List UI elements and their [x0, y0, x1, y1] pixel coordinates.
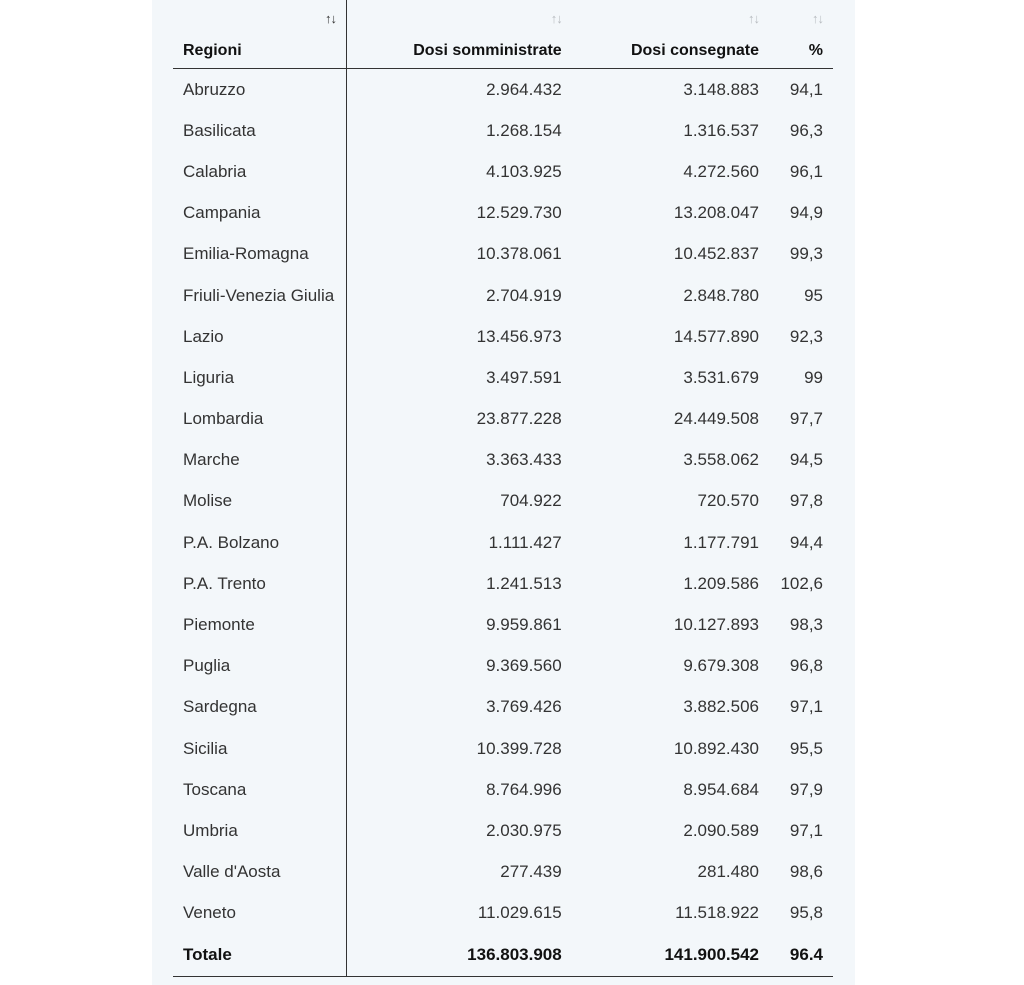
table-row — [173, 687, 833, 728]
table-header-row — [173, 0, 833, 69]
cell-percent: 97,1 — [789, 820, 823, 840]
total-administered: 136.803.908 — [347, 934, 572, 977]
table-row — [173, 275, 833, 316]
table-row — [173, 852, 833, 893]
cell-administered: 3.497.591 — [486, 367, 562, 387]
cell-administered: 2.964.432 — [486, 79, 562, 99]
cell-administered: 2.704.919 — [486, 285, 562, 305]
cell-region: Lombardia — [173, 399, 347, 440]
column-header-label: % — [808, 42, 823, 59]
cell-region: Molise — [173, 481, 347, 522]
cell-region: Puglia — [173, 646, 347, 687]
cell-region: Piemonte — [173, 604, 347, 645]
cell-region: Marche — [173, 440, 347, 481]
cell-delivered: 13.208.047 — [673, 203, 759, 223]
cell-delivered: 3.531.679 — [683, 367, 759, 387]
table-row — [173, 440, 833, 481]
cell-percent: 95 — [804, 285, 823, 305]
cell-delivered: 3.882.506 — [683, 697, 759, 717]
table-row — [173, 69, 833, 111]
table-panel — [152, 0, 855, 985]
cell-region: Umbria — [173, 810, 347, 851]
cell-delivered: 4.272.560 — [683, 161, 759, 181]
column-header-regioni[interactable] — [173, 0, 347, 69]
table-row — [173, 399, 833, 440]
column-header-label: Dosi consegnate — [630, 42, 759, 59]
cell-percent: 94,1 — [789, 79, 823, 99]
cell-region: Toscana — [173, 769, 347, 810]
cell-delivered: 3.558.062 — [683, 450, 759, 470]
cell-administered: 3.363.433 — [486, 450, 562, 470]
cell-percent: 97,1 — [789, 697, 823, 717]
table-body — [173, 69, 833, 934]
cell-delivered: 8.954.684 — [683, 779, 759, 799]
total-delivered: 141.900.542 — [572, 934, 769, 977]
cell-administered: 2.030.975 — [486, 820, 562, 840]
cell-administered: 704.922 — [500, 491, 562, 511]
cell-percent: 96,8 — [789, 656, 823, 676]
table-row — [173, 893, 833, 934]
cell-administered: 8.764.996 — [486, 779, 562, 799]
cell-region: P.A. Trento — [173, 563, 347, 604]
cell-delivered: 10.127.893 — [673, 615, 759, 635]
cell-percent: 97,7 — [789, 409, 823, 429]
cell-administered: 9.959.861 — [486, 615, 562, 635]
cell-delivered: 10.452.837 — [673, 244, 759, 264]
cell-delivered: 10.892.430 — [673, 738, 759, 758]
cell-region: Valle d'Aosta — [173, 852, 347, 893]
column-header-dosi-consegnate[interactable] — [572, 0, 769, 69]
cell-region: Friuli-Venezia Giulia — [173, 275, 347, 316]
cell-administered: 4.103.925 — [486, 161, 562, 181]
cell-percent: 97,9 — [789, 779, 823, 799]
table-row — [173, 481, 833, 522]
cell-percent: 96,1 — [789, 161, 823, 181]
cell-region: Lazio — [173, 316, 347, 357]
cell-administered: 23.877.228 — [476, 409, 562, 429]
cell-percent: 96,3 — [789, 120, 823, 140]
cell-percent: 99 — [804, 367, 823, 387]
cell-administered: 1.268.154 — [486, 120, 562, 140]
cell-percent: 94,5 — [789, 450, 823, 470]
cell-delivered: 14.577.890 — [673, 326, 759, 346]
table-row — [173, 563, 833, 604]
table-row — [173, 110, 833, 151]
cell-percent: 92,3 — [789, 326, 823, 346]
cell-delivered: 2.848.780 — [683, 285, 759, 305]
cell-percent: 94,4 — [789, 532, 823, 552]
sort-icon[interactable]: ↑↓ — [748, 11, 759, 26]
cell-delivered: 720.570 — [697, 491, 759, 511]
cell-percent: 102,6 — [780, 573, 823, 593]
table-row — [173, 769, 833, 810]
cell-region: Basilicata — [173, 110, 347, 151]
cell-delivered: 1.177.791 — [683, 532, 759, 552]
table-row — [173, 522, 833, 563]
cell-region: Emilia-Romagna — [173, 234, 347, 275]
column-header-dosi-somministrate[interactable] — [347, 0, 572, 69]
cell-percent: 97,8 — [789, 491, 823, 511]
cell-percent: 94,9 — [789, 203, 823, 223]
cell-region: Sicilia — [173, 728, 347, 769]
cell-delivered: 1.209.586 — [683, 573, 759, 593]
cell-delivered: 1.316.537 — [683, 120, 759, 140]
cell-administered: 277.439 — [500, 862, 562, 882]
sort-icon[interactable]: ↑↓ — [325, 11, 336, 26]
cell-delivered: 9.679.308 — [683, 656, 759, 676]
cell-administered: 10.399.728 — [476, 738, 562, 758]
cell-delivered: 3.148.883 — [683, 79, 759, 99]
cell-administered: 3.769.426 — [486, 697, 562, 717]
column-header-label: Regioni — [183, 42, 242, 59]
cell-percent: 95,5 — [789, 738, 823, 758]
cell-percent: 95,8 — [789, 903, 823, 923]
cell-region: P.A. Bolzano — [173, 522, 347, 563]
sort-icon[interactable]: ↑↓ — [550, 11, 562, 26]
cell-percent: 98,3 — [789, 615, 823, 635]
cell-region: Campania — [173, 193, 347, 234]
cell-delivered: 281.480 — [697, 862, 759, 882]
table-row — [173, 646, 833, 687]
cell-administered: 13.456.973 — [476, 326, 562, 346]
cell-administered: 9.369.560 — [486, 656, 562, 676]
cell-delivered: 24.449.508 — [673, 409, 759, 429]
vaccine-doses-table — [173, 0, 833, 977]
table-row — [173, 728, 833, 769]
total-percent: 96.4 — [769, 934, 833, 977]
cell-administered: 1.111.427 — [488, 532, 562, 552]
cell-region: Liguria — [173, 357, 347, 398]
total-label: Totale — [173, 934, 347, 977]
cell-delivered: 2.090.589 — [683, 820, 759, 840]
table-total-row — [173, 934, 833, 977]
table-row — [173, 234, 833, 275]
cell-administered: 1.241.513 — [486, 573, 562, 593]
cell-region: Veneto — [173, 893, 347, 934]
table-row — [173, 604, 833, 645]
table-row — [173, 357, 833, 398]
cell-delivered: 11.518.922 — [675, 903, 759, 923]
table-row — [173, 810, 833, 851]
column-header-percent[interactable] — [769, 0, 833, 69]
cell-administered: 11.029.615 — [477, 903, 562, 923]
cell-percent: 98,6 — [789, 862, 823, 882]
cell-administered: 12.529.730 — [476, 203, 562, 223]
cell-region: Calabria — [173, 151, 347, 192]
table-row — [173, 151, 833, 192]
cell-region: Sardegna — [173, 687, 347, 728]
cell-region: Abruzzo — [173, 69, 347, 111]
column-header-label: Dosi somministrate — [413, 42, 562, 59]
cell-administered: 10.378.061 — [476, 244, 562, 264]
table-row — [173, 316, 833, 357]
cell-percent: 99,3 — [789, 244, 823, 264]
table-row — [173, 193, 833, 234]
sort-icon[interactable]: ↑↓ — [812, 11, 823, 26]
